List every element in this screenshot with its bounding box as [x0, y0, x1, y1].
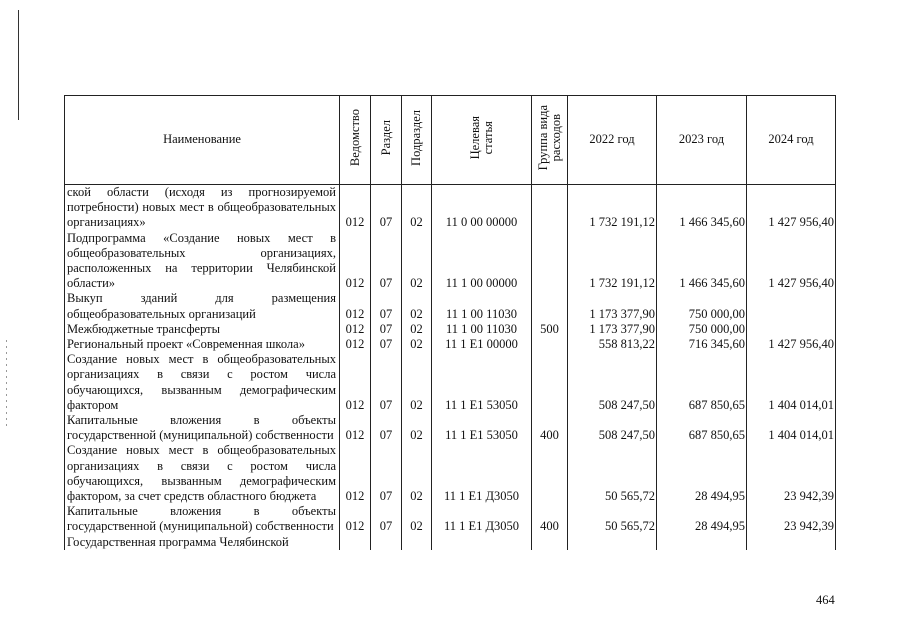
row-target: 11 1 E1 Д3050 [432, 504, 532, 534]
row-group: 400 [532, 504, 568, 534]
row-2024: 23 942,39 [747, 443, 836, 504]
table-row [65, 291, 836, 321]
row-target: 11 1 E1 Д3050 [432, 443, 532, 504]
header-name: Наименование [65, 96, 340, 185]
row-2023: 1 466 345,60 [657, 231, 747, 292]
row-razdel: 07 [371, 231, 402, 292]
row-group: 500 [532, 322, 568, 337]
row-podrazdel: 02 [402, 322, 432, 337]
row-group [532, 352, 568, 413]
row-2023: 28 494,95 [657, 504, 747, 534]
row-razdel: 07 [371, 291, 402, 321]
header-2023: 2023 год [657, 96, 747, 185]
row-razdel: 07 [371, 322, 402, 337]
row-2022: 1 732 191,12 [568, 185, 657, 231]
row-razdel: 07 [371, 504, 402, 534]
row-group [532, 185, 568, 231]
scan-artifact [6, 340, 7, 430]
table-row [65, 231, 836, 292]
header-razdel: Раздел [371, 96, 402, 185]
row-podrazdel: 02 [402, 352, 432, 413]
row-podrazdel: 02 [402, 413, 432, 443]
table-row [65, 337, 836, 352]
row-name: Создание новых мест в общеобразовательных организациях в связи с ростом числа обучающихся, вызванным демографическим фактором [65, 352, 340, 413]
header-podrazdel: Подраздел [402, 96, 432, 185]
row-razdel: 07 [371, 185, 402, 231]
row-name: Региональный проект «Современная школа» [65, 337, 340, 352]
row-2023: 687 850,65 [657, 413, 747, 443]
budget-table [64, 95, 836, 550]
row-group [532, 231, 568, 292]
row-name: Подпрограмма «Создание новых мест в общеобразовательных организациях, расположенных на территории Челябинской области» [65, 231, 340, 292]
row-2024 [747, 291, 836, 321]
row-vedomstvo: 012 [340, 413, 371, 443]
row-razdel: 07 [371, 352, 402, 413]
row-2024: 1 404 014,01 [747, 413, 836, 443]
row-2023: 750 000,00 [657, 291, 747, 321]
header-row [65, 96, 836, 185]
header-2022: 2022 год [568, 96, 657, 185]
page-number: 464 [816, 593, 835, 607]
row-2022: 508 247,50 [568, 352, 657, 413]
row-vedomstvo: 012 [340, 504, 371, 534]
row-2023: 28 494,95 [657, 443, 747, 504]
row-podrazdel: 02 [402, 443, 432, 504]
row-vedomstvo: 012 [340, 231, 371, 292]
row-2022: 1 173 377,90 [568, 291, 657, 321]
row-razdel: 07 [371, 443, 402, 504]
table-row [65, 413, 836, 443]
margin-rule [18, 10, 19, 120]
row-podrazdel: 02 [402, 337, 432, 352]
header-group: Группа вида расходов [532, 96, 568, 185]
row-2023: 687 850,65 [657, 352, 747, 413]
row-2024: 1 427 956,40 [747, 231, 836, 292]
row-2022: 1 732 191,12 [568, 231, 657, 292]
table-row [65, 322, 836, 337]
row-razdel: 07 [371, 337, 402, 352]
row-vedomstvo: 012 [340, 337, 371, 352]
row-vedomstvo: 012 [340, 185, 371, 231]
row-2022: 558 813,22 [568, 337, 657, 352]
row-podrazdel: 02 [402, 231, 432, 292]
row-target: 11 1 00 11030 [432, 291, 532, 321]
table-row [65, 504, 836, 534]
row-2024: 1 427 956,40 [747, 337, 836, 352]
row-group [532, 337, 568, 352]
table-row-truncated [65, 535, 836, 550]
row-group [532, 443, 568, 504]
row-2024: 23 942,39 [747, 504, 836, 534]
row-name: Межбюджетные трансферты [65, 322, 340, 337]
row-name: Капитальные вложения в объекты государственной (муниципальной) собственности [65, 413, 340, 443]
row-2023: 1 466 345,60 [657, 185, 747, 231]
row-2022: 1 173 377,90 [568, 322, 657, 337]
row-podrazdel: 02 [402, 291, 432, 321]
row-target: 11 1 00 00000 [432, 231, 532, 292]
row-2022: 508 247,50 [568, 413, 657, 443]
row-2023: 716 345,60 [657, 337, 747, 352]
row-2024: 1 427 956,40 [747, 185, 836, 231]
row-target: 11 0 00 00000 [432, 185, 532, 231]
row-name: Капитальные вложения в объекты государственной (муниципальной) собственности [65, 504, 340, 534]
table-row [65, 352, 836, 413]
header-vedomstvo: Ведомство [340, 96, 371, 185]
row-vedomstvo: 012 [340, 352, 371, 413]
row-razdel: 07 [371, 413, 402, 443]
row-vedomstvo: 012 [340, 291, 371, 321]
row-2024: 1 404 014,01 [747, 352, 836, 413]
row-vedomstvo: 012 [340, 443, 371, 504]
row-target: 11 1 E1 53050 [432, 413, 532, 443]
row-2023: 750 000,00 [657, 322, 747, 337]
table-row [65, 443, 836, 504]
header-2024: 2024 год [747, 96, 836, 185]
header-target: Целевая статья [432, 96, 532, 185]
row-group [532, 291, 568, 321]
row-2022: 50 565,72 [568, 443, 657, 504]
row-podrazdel: 02 [402, 185, 432, 231]
row-target: 11 1 E1 00000 [432, 337, 532, 352]
row-name: Государственная программа Челябинской [65, 535, 340, 550]
row-name: Выкуп зданий для размещения общеобразовательных организаций [65, 291, 340, 321]
row-group: 400 [532, 413, 568, 443]
row-name: ской области (исходя из прогнозируемой потребности) новых мест в общеобразовательных организациях» [65, 185, 340, 231]
row-target: 11 1 00 11030 [432, 322, 532, 337]
row-podrazdel: 02 [402, 504, 432, 534]
row-2024 [747, 322, 836, 337]
row-2022: 50 565,72 [568, 504, 657, 534]
row-target: 11 1 E1 53050 [432, 352, 532, 413]
row-name: Создание новых мест в общеобразовательных организациях в связи с ростом числа обучающихся, вызванным демографическим фактором, за счет средств областного бюджета [65, 443, 340, 504]
row-vedomstvo: 012 [340, 322, 371, 337]
table-row [65, 185, 836, 231]
